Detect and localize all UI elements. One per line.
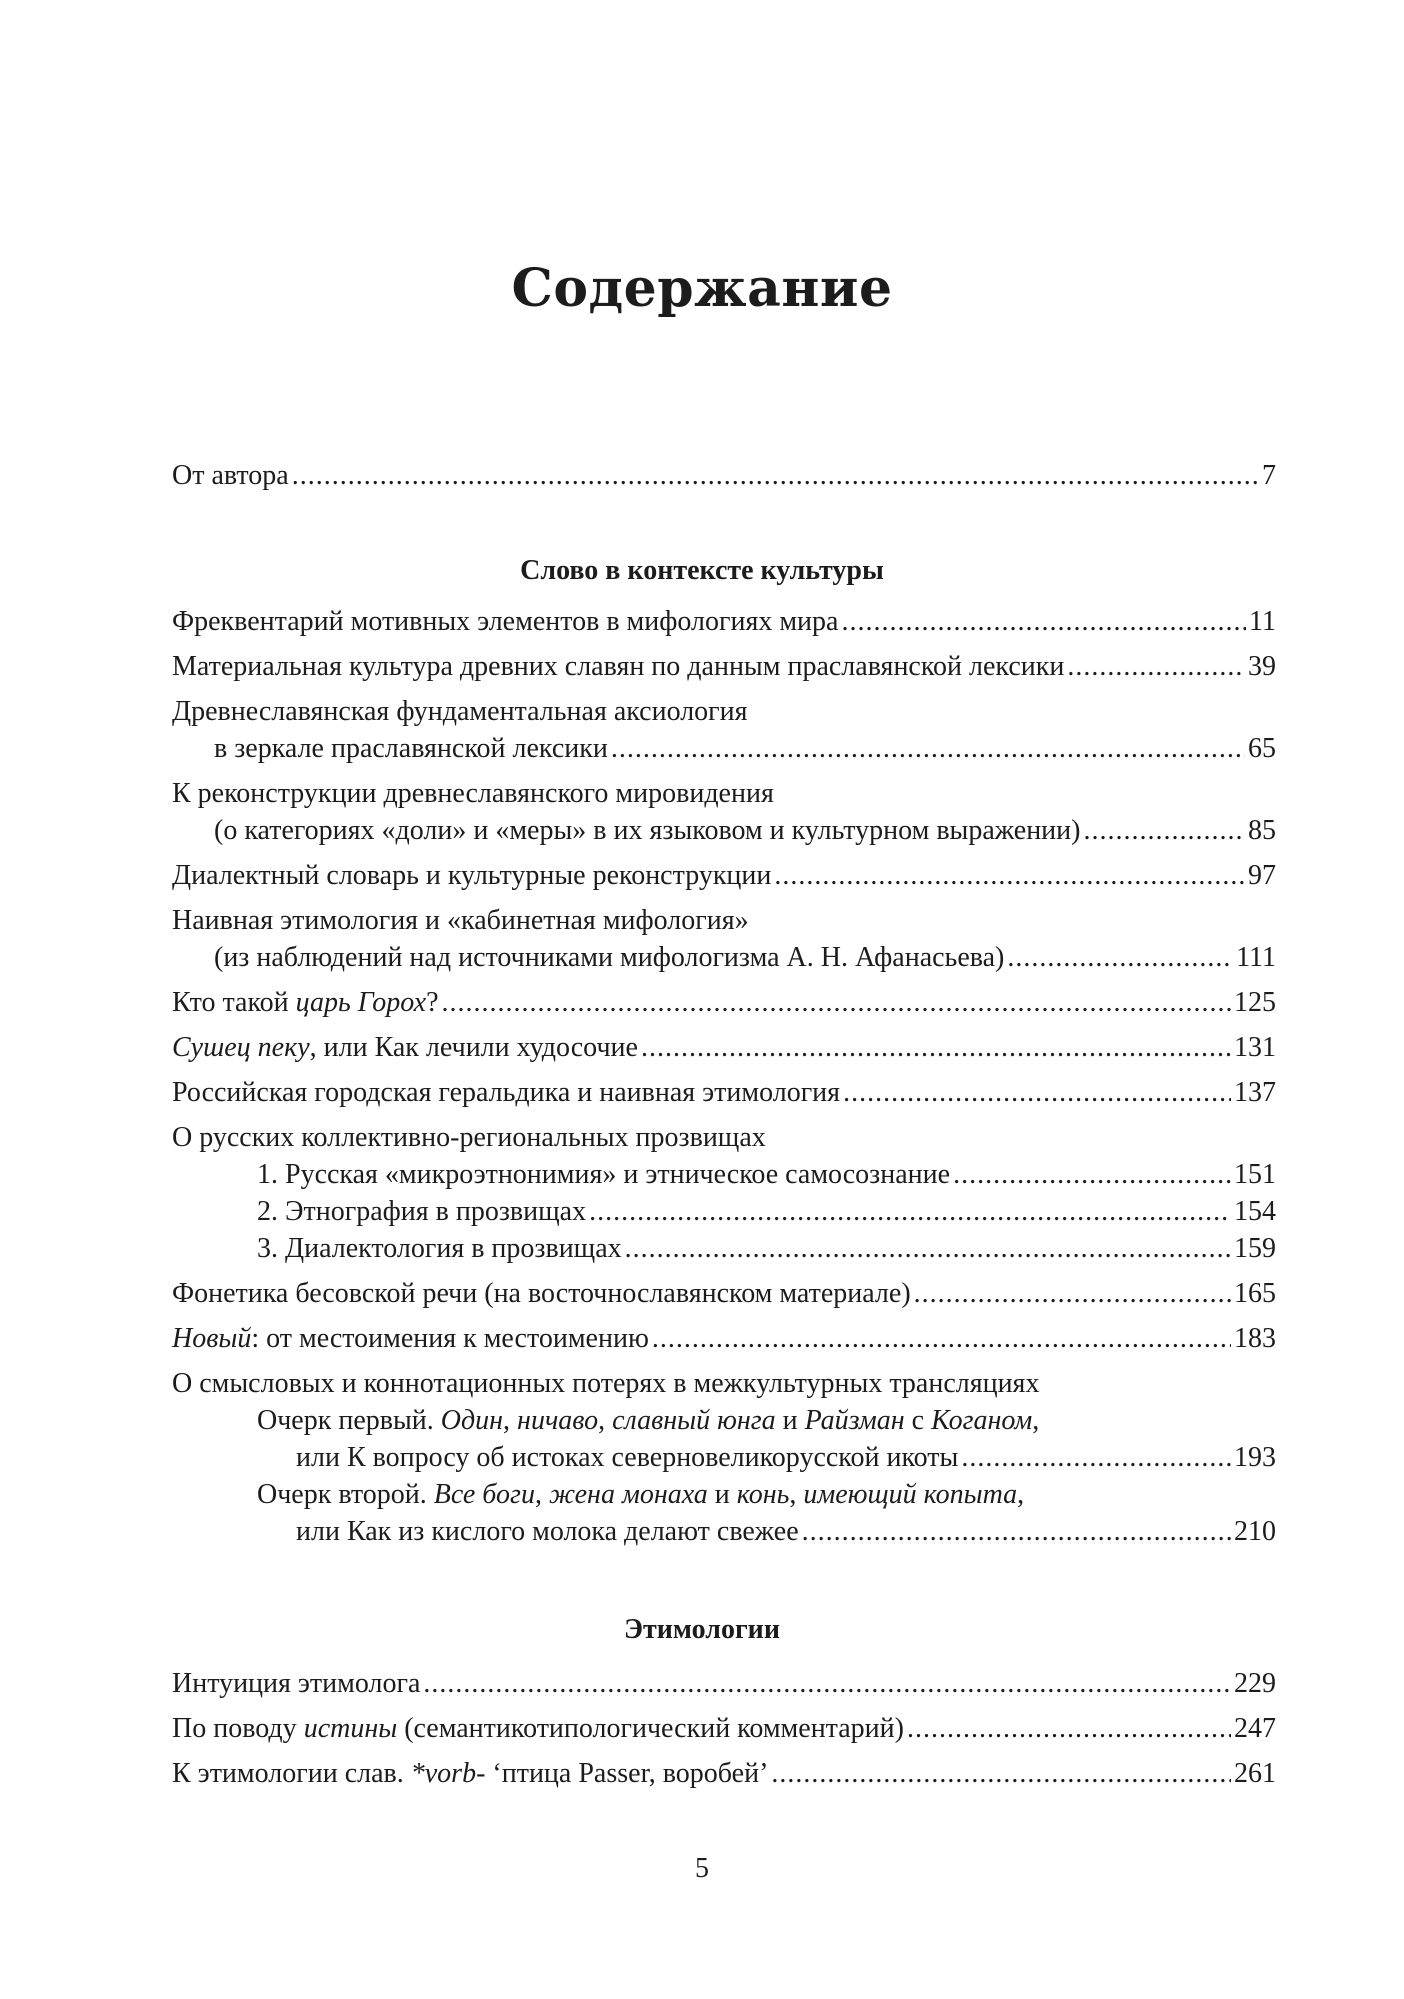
- toc-entry-line1[interactable]: К реконструкции древнеславянского мировидения: [172, 778, 774, 809]
- toc-entry-line1[interactable]: Древнеславянская фундаментальная аксиология: [172, 696, 748, 727]
- leader-dots: [423, 1666, 1231, 1702]
- page-ref: 261: [1234, 1758, 1276, 1789]
- section-heading-etymology: Этимологии: [624, 1614, 780, 1645]
- toc-entry[interactable]: (из наблюдений над источниками мифологизма А. Н. Афанасьева) ..... 111: [214, 940, 1276, 976]
- toc-entry[interactable]: Сушец пеку, или Как лечили худосочие ..... 131: [172, 1030, 1276, 1066]
- page-ref: 39: [1248, 651, 1276, 682]
- page-ref: 97: [1248, 860, 1276, 891]
- leader-dots: [641, 1030, 1231, 1066]
- toc-entry[interactable]: Диалектный словарь и культурные реконструкции ..... 97: [172, 858, 1276, 894]
- leader-dots: [907, 1711, 1231, 1747]
- leader-dots: [841, 604, 1246, 640]
- toc-subentry[interactable]: 1. Русская «микроэтнонимия» и этническое самосознание ..... 151: [257, 1157, 1276, 1193]
- page-ref: 137: [1234, 1077, 1276, 1108]
- page-ref: 154: [1234, 1196, 1276, 1227]
- page-title: Содержание: [511, 258, 893, 319]
- toc-entry[interactable]: По поводу истины (семантикотипологический комментарий) ..... 247: [172, 1711, 1276, 1747]
- leader-dots: [774, 858, 1245, 894]
- section-heading-culture: Слово в контексте культуры: [520, 555, 884, 586]
- toc-subentry[interactable]: 2. Этнография в прозвищах ..... 154: [257, 1194, 1276, 1230]
- leader-dots: [914, 1276, 1231, 1312]
- page-ref: 11: [1249, 606, 1276, 637]
- toc-essay-title[interactable]: Очерк второй. Все боги, жена монаха и конь, имеющий копыта,: [257, 1479, 1025, 1510]
- leader-dots: [1007, 940, 1233, 976]
- toc-entry[interactable]: в зеркале праславянской лексики ..... 65: [214, 731, 1276, 767]
- page-ref: 65: [1248, 733, 1276, 764]
- toc-entry[interactable]: (о категориях «доли» и «меры» в их языковом и культурном выражении) ..... 85: [214, 813, 1276, 849]
- toc-entry-heading[interactable]: О смысловых и коннотационных потерях в межкультурных трансляциях: [172, 1368, 1040, 1399]
- page-ref: 7: [1262, 460, 1276, 491]
- toc-entry[interactable]: К этимологии слав. *vorb- ‘птица Passer, воробей’ ..... 261: [172, 1756, 1276, 1792]
- page-ref: 159: [1234, 1233, 1276, 1264]
- page-ref: 183: [1234, 1323, 1276, 1354]
- toc-entry[interactable]: Российская городская геральдика и наивная этимология ..... 137: [172, 1075, 1276, 1111]
- page-ref: 247: [1234, 1713, 1276, 1744]
- leader-dots: [652, 1321, 1231, 1357]
- toc-essay-title[interactable]: Очерк первый. Один, ничаво, славный юнга и Райзман с Коганом,: [257, 1405, 1040, 1436]
- leader-dots: [843, 1075, 1231, 1111]
- page-ref: 193: [1234, 1442, 1276, 1473]
- leader-dots: [442, 985, 1231, 1021]
- leader-dots: [771, 1756, 1231, 1792]
- toc-subentry[interactable]: или К вопросу об истоках северновеликорусской икоты ..... 193: [296, 1440, 1276, 1476]
- leader-dots: [1083, 813, 1245, 849]
- leader-dots: [292, 458, 1259, 494]
- page-ref: 131: [1234, 1032, 1276, 1063]
- leader-dots: [625, 1231, 1231, 1267]
- leader-dots: [802, 1514, 1231, 1550]
- toc-entry[interactable]: Новый: от местоимения к местоимению ..... 183: [172, 1321, 1276, 1357]
- leader-dots: [961, 1440, 1231, 1476]
- toc-entry[interactable]: Интуиция этимолога ..... 229: [172, 1666, 1276, 1702]
- page-ref: 125: [1234, 987, 1276, 1018]
- leader-dots: [1067, 649, 1245, 685]
- toc-entry[interactable]: Фонетика бесовской речи (на восточнославянском материале) ..... 165: [172, 1276, 1276, 1312]
- toc-entry-heading[interactable]: О русских коллективно-региональных прозвищах: [172, 1122, 766, 1153]
- toc-entry[interactable]: Кто такой царь Горох? ..... 125: [172, 985, 1276, 1021]
- leader-dots: [589, 1194, 1231, 1230]
- page-number: 5: [695, 1853, 709, 1884]
- toc-entry-from-author[interactable]: От автора ..... 7: [172, 458, 1276, 494]
- page-ref: 229: [1234, 1668, 1276, 1699]
- toc-entry-line1[interactable]: Наивная этимология и «кабинетная мифология»: [172, 905, 749, 936]
- leader-dots: [611, 731, 1245, 767]
- page-ref: 210: [1234, 1516, 1276, 1547]
- toc-subentry[interactable]: 3. Диалектология в прозвищах ..... 159: [257, 1231, 1276, 1267]
- toc-subentry[interactable]: или Как из кислого молока делают свежее ..... 210: [296, 1514, 1276, 1550]
- toc-entry[interactable]: Материальная культура древних славян по данным праславянской лексики ..... 39: [172, 649, 1276, 685]
- page-ref: 151: [1234, 1159, 1276, 1190]
- page-ref: 85: [1248, 815, 1276, 846]
- leader-dots: [953, 1157, 1231, 1193]
- page-ref: 111: [1236, 942, 1276, 973]
- toc-entry[interactable]: Фреквентарий мотивных элементов в мифологиях мира ..... 11: [172, 604, 1276, 640]
- page-ref: 165: [1234, 1278, 1276, 1309]
